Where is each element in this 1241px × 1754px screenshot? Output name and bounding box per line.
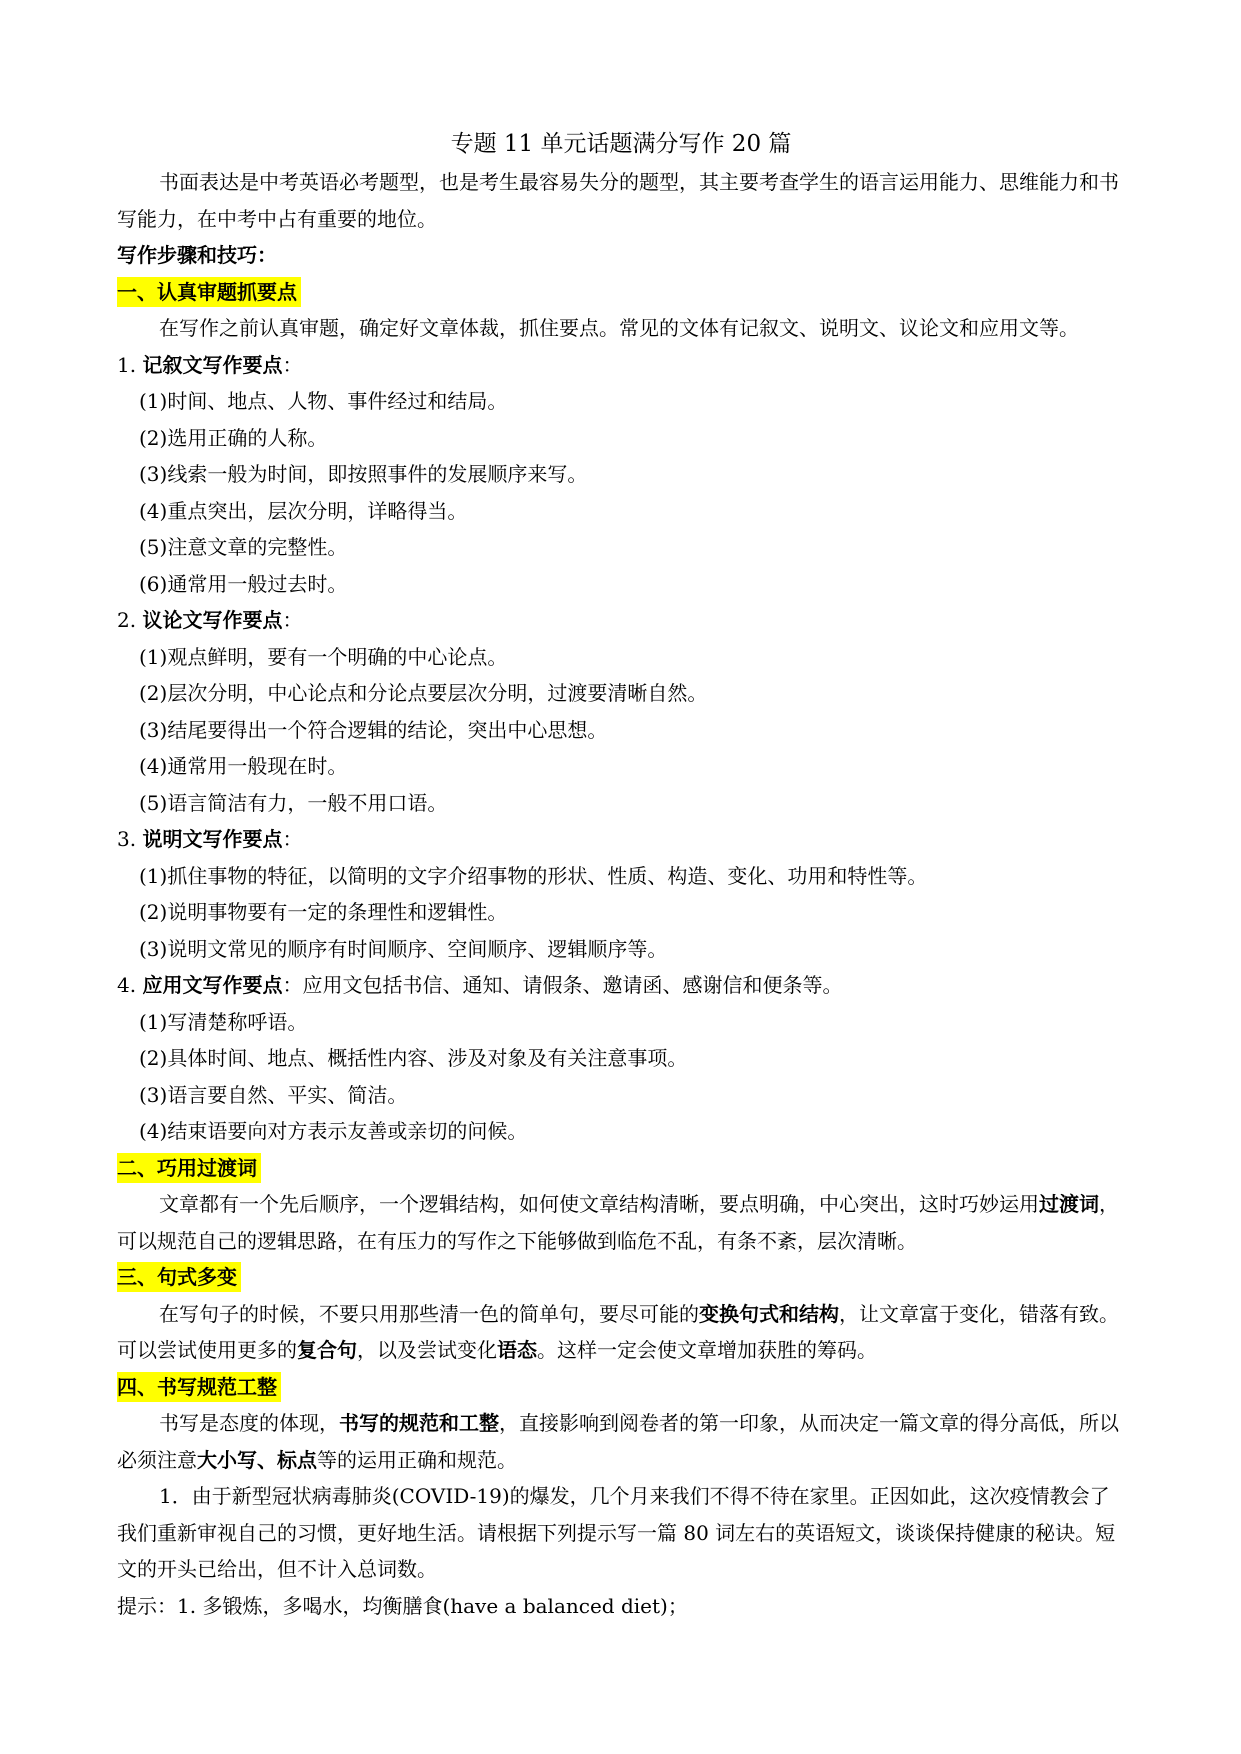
list-item: (6)通常用一般过去时。 xyxy=(139,571,348,596)
section-3-text-d: 。这样一定会使文章增加获胜的筹码。 xyxy=(537,1338,877,1362)
narrative-colon: ： xyxy=(282,352,303,377)
list-item: (2)层次分明，中心论点和分论点要层次分明，过渡要清晰自然。 xyxy=(139,681,708,705)
list-item: (5)注意文章的完整性。 xyxy=(139,535,348,559)
section-4-text xyxy=(117,1405,1125,1478)
section-2-heading: 二、巧用过渡词 xyxy=(117,1153,261,1183)
list-item: (4)结束语要向对方表示友善或亲切的问候。 xyxy=(139,1119,528,1143)
list-item: (3)线索一般为时间，即按照事件的发展顺序来写。 xyxy=(139,462,588,486)
section-3-heading: 三、句式多变 xyxy=(117,1262,241,1292)
section-3-bold-c: 语态 xyxy=(497,1338,537,1362)
narrative-label: 记叙文写作要点 xyxy=(142,352,283,377)
exposition-heading xyxy=(117,821,1125,858)
section-4-text-a: 书写是态度的体现， xyxy=(159,1411,339,1435)
list-item: (5)语言简洁有力，一般不用口语。 xyxy=(139,790,448,815)
section-1-header xyxy=(117,274,1125,311)
section-1-text: 在写作之前认真审题，确定好文章体裁，抓住要点。常见的文体有记叙文、说明文、议论文和应用文等。 xyxy=(159,316,1079,340)
section-1-heading: 一、认真审题抓要点 xyxy=(117,277,301,307)
section-2-text-b: ，可以规范自己的逻辑思路，在有压力的写作之下能够做到临危不乱，有条不紊，层次清晰。 xyxy=(117,1192,1119,1253)
section-4-header xyxy=(117,1369,1125,1406)
argument-colon: ： xyxy=(282,608,303,632)
practical-label: 应用文写作要点 xyxy=(142,973,283,997)
list-item: (3)说明文常见的顺序有时间顺序、空间顺序、逻辑顺序等。 xyxy=(139,936,668,961)
section-3-text-c: ，以及尝试变化 xyxy=(357,1338,497,1362)
section-2-header xyxy=(117,1150,1125,1187)
list-item: (4)重点突出，层次分明，详略得当。 xyxy=(139,498,468,523)
list-item: (2)选用正确的人称。 xyxy=(139,425,328,450)
section-3-header xyxy=(117,1259,1125,1296)
task-1-text: 1．由于新型冠状病毒肺炎(COVID-19)的爆发，几个月来我们不得不待在家里。正因如此，这次疫情教会了我们重新审视自己的习惯，更好地生活。请根据下列提示写一篇 80 词左右的英语短文，谈谈保持健康的秘诀。短文的开头已给出，但不计入总词数。 xyxy=(117,1484,1116,1581)
section-2-text xyxy=(117,1186,1125,1259)
section-3-text-a: 在写句子的时候，不要只用那些清一色的简单句，要尽可能的 xyxy=(159,1301,699,1326)
list-item: (2)说明事物要有一定的条理性和逻辑性。 xyxy=(139,900,508,924)
list-item: (1)抓住事物的特征，以简明的文字介绍事物的形状、性质、构造、变化、功用和特性等。 xyxy=(139,863,928,888)
list-item: (1)时间、地点、人物、事件经过和结局。 xyxy=(139,389,508,413)
list-item: (4)通常用一般现在时。 xyxy=(139,754,348,778)
narrative-heading xyxy=(117,347,1125,384)
argument-label: 议论文写作要点 xyxy=(142,608,283,632)
page-title: 专题 11 单元话题满分写作 20 篇 xyxy=(450,131,792,157)
argument-num: 2. xyxy=(117,608,143,632)
section-2-bold-a: 过渡词 xyxy=(1039,1192,1099,1216)
argument-heading xyxy=(117,602,1125,639)
task-1-hint: 提示：1. 多锻炼，多喝水，均衡膳食(have a balanced diet)； xyxy=(117,1593,688,1618)
section-3-bold-a: 变换句式和结构 xyxy=(699,1301,839,1326)
section-3-text-b: ，让文章富于变化，错落有致。可以尝试使用更多的 xyxy=(117,1301,1119,1362)
list-item: (1)观点鲜明，要有一个明确的中心论点。 xyxy=(139,644,508,669)
document-page xyxy=(117,124,1125,1624)
practical-num: 4. xyxy=(117,973,143,997)
section-3-text xyxy=(117,1296,1125,1369)
section-4-text-c: 等的运用正确和规范。 xyxy=(317,1447,517,1472)
exposition-colon: ： xyxy=(282,827,303,851)
exposition-num: 3. xyxy=(117,827,143,851)
list-item: (3)结尾要得出一个符合逻辑的结论，突出中心思想。 xyxy=(139,717,608,742)
section-4-text-b: ，直接影响到阅卷者的第一印象，从而决定一篇文章的得分高低，所以必须注意 xyxy=(117,1411,1119,1472)
section-4-bold-b: 大小写、标点 xyxy=(197,1447,317,1472)
list-item: (2)具体时间、地点、概括性内容、涉及对象及有关注意事项。 xyxy=(139,1046,688,1070)
section-4-heading: 四、书写规范工整 xyxy=(117,1372,281,1402)
section-2-text-a: 文章都有一个先后顺序，一个逻辑结构，如何使文章结构清晰，要点明确，中心突出，这时巧妙运用 xyxy=(159,1192,1039,1216)
steps-heading: 写作步骤和技巧： xyxy=(117,243,277,267)
practical-heading xyxy=(117,967,1125,1004)
intro-paragraph: 书面表达是中考英语必考题型，也是考生最容易失分的题型，其主要考查学生的语言运用能力、思维能力和书写能力，在中考中占有重要的地位。 xyxy=(117,170,1119,231)
section-4-bold-a: 书写的规范和工整 xyxy=(339,1411,499,1435)
list-item: (3)语言要自然、平实、简洁。 xyxy=(139,1082,408,1107)
narrative-num: 1. xyxy=(117,352,143,377)
exposition-label: 说明文写作要点 xyxy=(142,827,283,851)
list-item: (1)写清楚称呼语。 xyxy=(139,1009,308,1034)
section-3-bold-b: 复合句 xyxy=(297,1338,357,1362)
practical-rest: ：应用文包括书信、通知、请假条、邀请函、感谢信和便条等。 xyxy=(282,973,843,997)
